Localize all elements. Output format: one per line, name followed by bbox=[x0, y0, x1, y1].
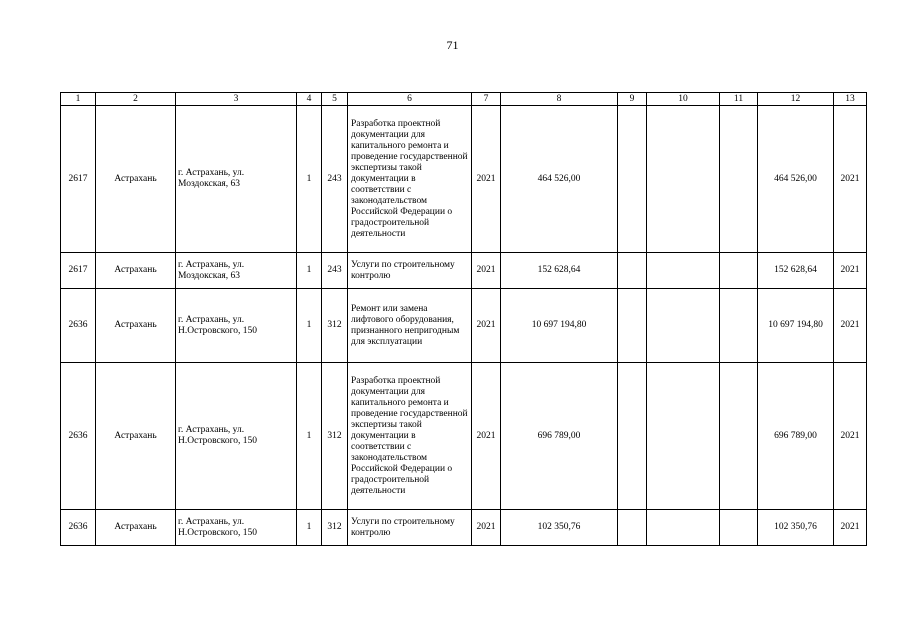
cell-col10 bbox=[647, 253, 720, 289]
cell-amount-total: 102 350,76 bbox=[758, 510, 834, 546]
cell-col4: 1 bbox=[297, 363, 322, 510]
cell-id: 2617 bbox=[61, 106, 96, 253]
cell-year: 2021 bbox=[472, 106, 501, 253]
header-cell: 9 bbox=[618, 93, 647, 106]
cell-col9 bbox=[618, 363, 647, 510]
header-cell: 10 bbox=[647, 93, 720, 106]
header-cell: 4 bbox=[297, 93, 322, 106]
cell-amount-total: 464 526,00 bbox=[758, 106, 834, 253]
cell-amount-total: 152 628,64 bbox=[758, 253, 834, 289]
cell-address: г. Астрахань, ул. Н.Островского, 150 bbox=[176, 363, 297, 510]
cell-work-description: Разработка проектной документации для капитального ремонта и проведение государственной экспертизы такой документации в соответствии с законодательством Российской Федерации о градостроительной деятельности bbox=[348, 363, 472, 510]
cell-city: Астрахань bbox=[96, 363, 176, 510]
cell-amount: 10 697 194,80 bbox=[501, 289, 618, 363]
table-row bbox=[61, 106, 867, 253]
cell-amount-total: 10 697 194,80 bbox=[758, 289, 834, 363]
cell-year-end: 2021 bbox=[834, 510, 867, 546]
cell-year-end: 2021 bbox=[834, 289, 867, 363]
cell-col9 bbox=[618, 289, 647, 363]
cell-amount: 464 526,00 bbox=[501, 106, 618, 253]
cell-col11 bbox=[720, 289, 758, 363]
page-number: 71 bbox=[446, 38, 459, 52]
table-row bbox=[61, 363, 867, 510]
cell-col9 bbox=[618, 510, 647, 546]
header-cell: 5 bbox=[322, 93, 348, 106]
cell-col11 bbox=[720, 363, 758, 510]
cell-city: Астрахань bbox=[96, 253, 176, 289]
cell-address: г. Астрахань, ул. Н.Островского, 150 bbox=[176, 510, 297, 546]
cell-col4: 1 bbox=[297, 253, 322, 289]
cell-year: 2021 bbox=[472, 289, 501, 363]
cell-amount: 102 350,76 bbox=[501, 510, 618, 546]
cell-work-description: Ремонт или замена лифтового оборудования, признанного непригодным для эксплуатации bbox=[348, 289, 472, 363]
cell-amount-total: 696 789,00 bbox=[758, 363, 834, 510]
cell-id: 2636 bbox=[61, 363, 96, 510]
cell-work-description: Разработка проектной документации для капитального ремонта и проведение государственной экспертизы такой документации в соответствии с законодательством Российской Федерации о градостроительной деятельности bbox=[348, 106, 472, 253]
header-cell: 1 bbox=[61, 93, 96, 106]
header-cell: 6 bbox=[348, 93, 472, 106]
header-cell: 11 bbox=[720, 93, 758, 106]
table-row bbox=[61, 289, 867, 363]
data-table bbox=[60, 92, 867, 546]
cell-year: 2021 bbox=[472, 253, 501, 289]
cell-city: Астрахань bbox=[96, 289, 176, 363]
cell-col5: 243 bbox=[322, 106, 348, 253]
cell-year: 2021 bbox=[472, 363, 501, 510]
header-cell: 7 bbox=[472, 93, 501, 106]
cell-col9 bbox=[618, 253, 647, 289]
cell-col5: 243 bbox=[322, 253, 348, 289]
table-row bbox=[61, 253, 867, 289]
cell-col4: 1 bbox=[297, 510, 322, 546]
cell-year-end: 2021 bbox=[834, 363, 867, 510]
cell-work-description: Услуги по строительному контролю bbox=[348, 253, 472, 289]
header-cell: 8 bbox=[501, 93, 618, 106]
cell-amount: 696 789,00 bbox=[501, 363, 618, 510]
header-cell: 13 bbox=[834, 93, 867, 106]
cell-city: Астрахань bbox=[96, 106, 176, 253]
header-cell: 12 bbox=[758, 93, 834, 106]
table-row bbox=[61, 510, 867, 546]
cell-year-end: 2021 bbox=[834, 106, 867, 253]
cell-year-end: 2021 bbox=[834, 253, 867, 289]
cell-id: 2636 bbox=[61, 510, 96, 546]
cell-col10 bbox=[647, 106, 720, 253]
cell-address: г. Астрахань, ул. Н.Островского, 150 bbox=[176, 289, 297, 363]
cell-col11 bbox=[720, 510, 758, 546]
cell-col11 bbox=[720, 106, 758, 253]
cell-id: 2636 bbox=[61, 289, 96, 363]
header-row bbox=[61, 93, 867, 106]
cell-col5: 312 bbox=[322, 363, 348, 510]
cell-city: Астрахань bbox=[96, 510, 176, 546]
header-cell: 3 bbox=[176, 93, 297, 106]
cell-col5: 312 bbox=[322, 289, 348, 363]
cell-col5: 312 bbox=[322, 510, 348, 546]
cell-work-description: Услуги по строительному контролю bbox=[348, 510, 472, 546]
cell-address: г. Астрахань, ул. Моздокская, 63 bbox=[176, 253, 297, 289]
cell-id: 2617 bbox=[61, 253, 96, 289]
cell-amount: 152 628,64 bbox=[501, 253, 618, 289]
cell-col9 bbox=[618, 106, 647, 253]
cell-col4: 1 bbox=[297, 106, 322, 253]
cell-col10 bbox=[647, 510, 720, 546]
cell-col10 bbox=[647, 363, 720, 510]
cell-year: 2021 bbox=[472, 510, 501, 546]
header-cell: 2 bbox=[96, 93, 176, 106]
cell-address: г. Астрахань, ул. Моздокская, 63 bbox=[176, 106, 297, 253]
cell-col10 bbox=[647, 289, 720, 363]
cell-col11 bbox=[720, 253, 758, 289]
cell-col4: 1 bbox=[297, 289, 322, 363]
